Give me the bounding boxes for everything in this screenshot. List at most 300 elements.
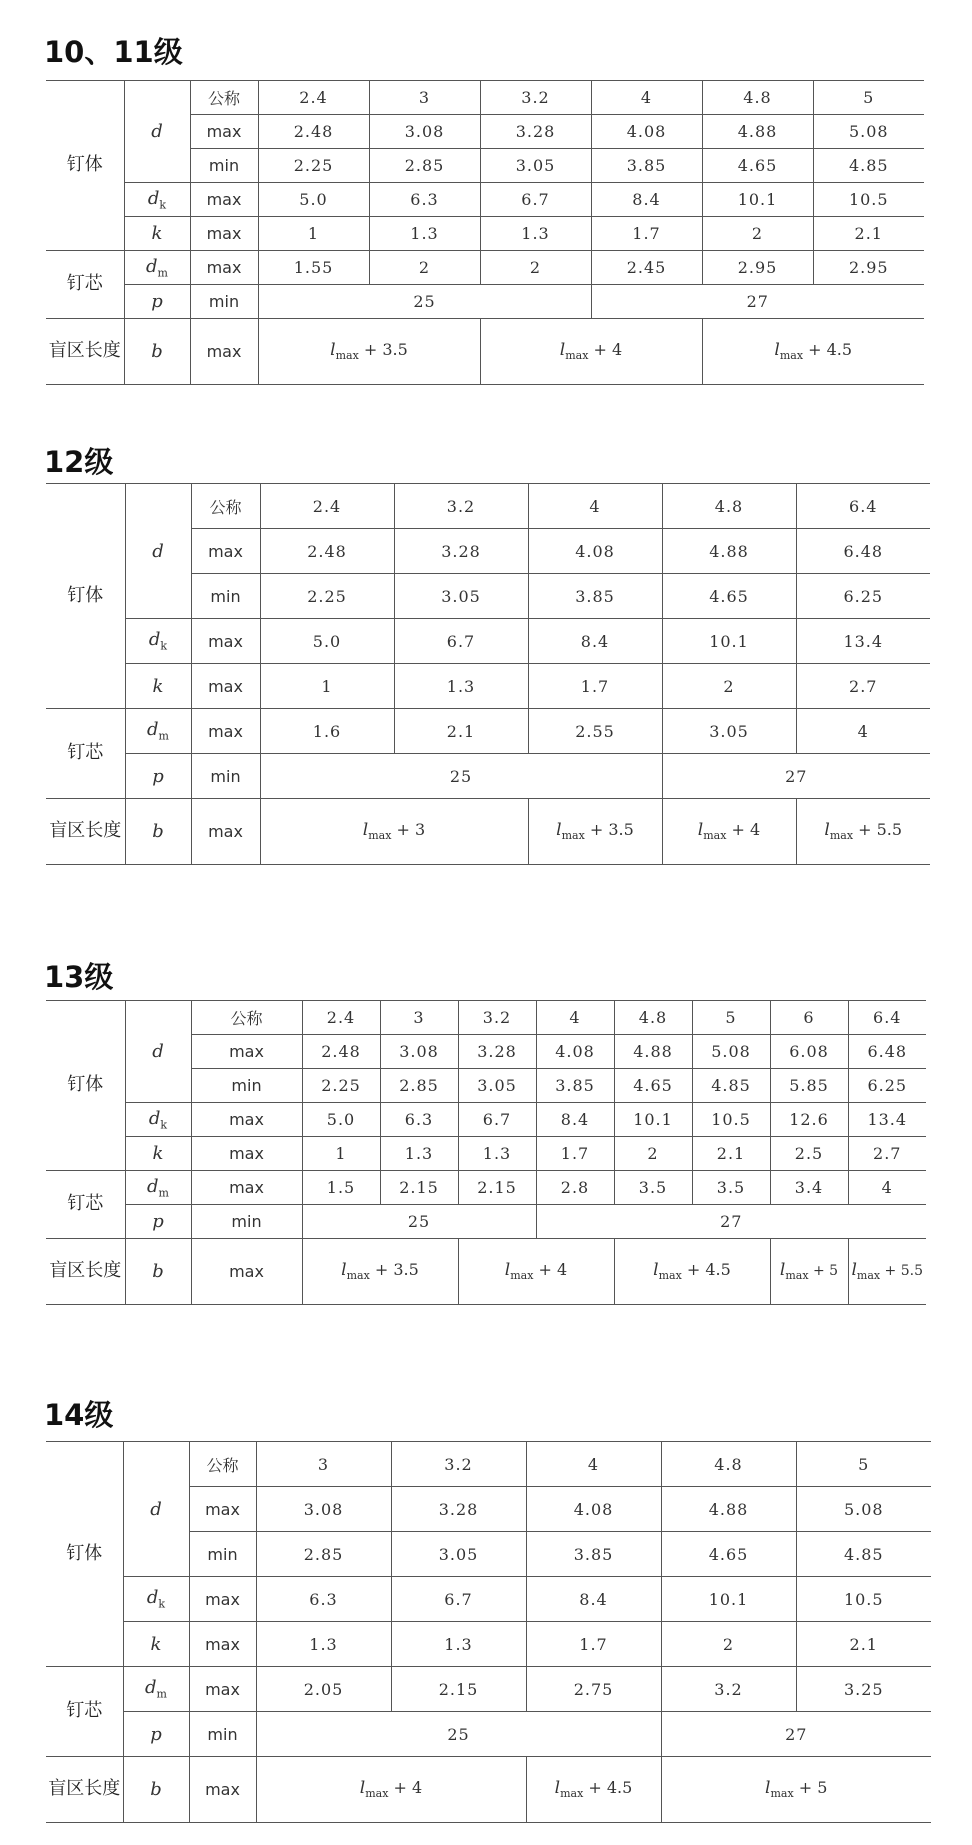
p-min-value: 27 bbox=[661, 1712, 931, 1757]
symbol-dm-subscript: m bbox=[157, 266, 168, 280]
symbol-k bbox=[124, 217, 190, 251]
lmax-addend: + 5.5 bbox=[853, 820, 903, 840]
dm-max-value: 2.45 bbox=[591, 251, 702, 285]
row-b-max bbox=[46, 799, 930, 865]
symbol-b-letter: b bbox=[152, 1261, 164, 1282]
b-max-value bbox=[528, 799, 662, 865]
label-max: max bbox=[191, 1239, 302, 1305]
row-k-max bbox=[46, 217, 924, 251]
nominal-value: 4.8 bbox=[614, 1001, 692, 1035]
nominal-value: 4 bbox=[526, 1442, 661, 1487]
dk-max-value: 8.4 bbox=[526, 1577, 661, 1622]
k-max-value: 2 bbox=[702, 217, 813, 251]
dk-max-value: 10.1 bbox=[661, 1577, 796, 1622]
symbol-p bbox=[125, 754, 191, 799]
dm-max-value: 2.95 bbox=[702, 251, 813, 285]
dm-max-value: 2.15 bbox=[391, 1667, 526, 1712]
label-max: max bbox=[189, 1577, 256, 1622]
row-dm-max bbox=[46, 1667, 931, 1712]
d-min-value: 4.65 bbox=[702, 149, 813, 183]
dk-max-value: 8.4 bbox=[528, 619, 662, 664]
dm-max-value: 2.95 bbox=[813, 251, 924, 285]
b-max-value bbox=[256, 1757, 526, 1823]
row-b-max bbox=[46, 1239, 926, 1305]
symbol-b-letter: b bbox=[151, 341, 163, 362]
group-label-mandrel: 钉芯 bbox=[46, 1667, 123, 1757]
dk-max-value: 13.4 bbox=[848, 1103, 926, 1137]
group-label-body: 钉体 bbox=[46, 484, 125, 709]
d-max-value: 4.08 bbox=[591, 115, 702, 149]
d-min-value: 2.85 bbox=[380, 1069, 458, 1103]
k-max-value: 1 bbox=[258, 217, 369, 251]
label-max: max bbox=[190, 319, 258, 385]
lmax-subscript: max bbox=[561, 829, 585, 843]
symbol-d bbox=[124, 81, 190, 183]
d-max-value: 3.08 bbox=[256, 1487, 391, 1532]
row-d-nominal bbox=[46, 1442, 931, 1487]
row-dk-max bbox=[46, 1577, 931, 1622]
lmax-letter: l bbox=[765, 1778, 771, 1799]
d-min-value: 4.65 bbox=[661, 1532, 796, 1577]
label-min: min bbox=[191, 1205, 302, 1239]
k-max-value: 2.1 bbox=[813, 217, 924, 251]
lmax-letter: l bbox=[330, 340, 336, 361]
d-min-value: 4.85 bbox=[813, 149, 924, 183]
d-max-value: 2.48 bbox=[302, 1035, 380, 1069]
row-dk-max bbox=[46, 619, 930, 664]
d-max-value: 2.48 bbox=[258, 115, 369, 149]
nominal-value: 3.2 bbox=[394, 484, 528, 529]
nominal-value: 2.4 bbox=[302, 1001, 380, 1035]
label-min: min bbox=[191, 754, 260, 799]
spec-table bbox=[46, 1441, 931, 1823]
symbol-d-letter: d bbox=[152, 1041, 164, 1062]
dk-max-value: 12.6 bbox=[770, 1103, 848, 1137]
p-min-value: 25 bbox=[258, 285, 591, 319]
b-max-value bbox=[614, 1239, 770, 1305]
nominal-value: 5 bbox=[796, 1442, 931, 1487]
label-max: max bbox=[190, 183, 258, 217]
nominal-value: 4 bbox=[536, 1001, 614, 1035]
nominal-value: 3.2 bbox=[480, 81, 591, 115]
d-max-value: 2.48 bbox=[260, 529, 394, 574]
lmax-letter: l bbox=[774, 340, 780, 361]
dk-max-value: 6.7 bbox=[391, 1577, 526, 1622]
group-label-blind: 盲区长度 bbox=[46, 1239, 125, 1305]
dk-max-value: 10.5 bbox=[692, 1103, 770, 1137]
nominal-value: 3.2 bbox=[391, 1442, 526, 1487]
lmax-letter: l bbox=[779, 1260, 786, 1281]
b-max-value bbox=[662, 799, 796, 865]
label-max: max bbox=[191, 1103, 302, 1137]
d-min-value: 4.65 bbox=[614, 1069, 692, 1103]
group-label-mandrel: 钉芯 bbox=[46, 709, 125, 799]
dk-max-value: 10.1 bbox=[614, 1103, 692, 1137]
symbol-k-letter: k bbox=[150, 1633, 162, 1655]
symbol-b-letter: b bbox=[150, 1779, 162, 1800]
lmax-addend: + 3.5 bbox=[584, 820, 634, 840]
d-max-value: 3.28 bbox=[394, 529, 528, 574]
symbol-dk bbox=[125, 619, 191, 664]
lmax-subscript: max bbox=[335, 349, 359, 363]
symbol-d-letter: d bbox=[150, 1498, 162, 1520]
dk-max-value: 5.0 bbox=[258, 183, 369, 217]
nominal-value: 2.4 bbox=[258, 81, 369, 115]
label-min: min bbox=[189, 1532, 256, 1577]
lmax-addend: + 4.5 bbox=[583, 1778, 633, 1798]
dk-max-value: 6.7 bbox=[480, 183, 591, 217]
nominal-value: 6.4 bbox=[796, 484, 930, 529]
k-max-value: 1.3 bbox=[391, 1622, 526, 1667]
d-max-value: 5.08 bbox=[692, 1035, 770, 1069]
dm-max-value: 1.5 bbox=[302, 1171, 380, 1205]
row-dk-max bbox=[46, 183, 924, 217]
group-label-blind: 盲区长度 bbox=[46, 1757, 123, 1823]
k-max-value: 1.3 bbox=[480, 217, 591, 251]
k-max-value: 1.3 bbox=[380, 1137, 458, 1171]
row-b-max bbox=[46, 1757, 931, 1823]
p-min-value: 25 bbox=[256, 1712, 661, 1757]
symbol-dm-subscript: m bbox=[156, 1687, 167, 1701]
label-max: max bbox=[191, 709, 260, 754]
label-nominal: 公称 bbox=[189, 1442, 256, 1487]
dk-max-value: 6.7 bbox=[458, 1103, 536, 1137]
dm-max-value: 2.15 bbox=[380, 1171, 458, 1205]
lmax-subscript: max bbox=[346, 1269, 370, 1283]
dk-max-value: 6.3 bbox=[256, 1577, 391, 1622]
symbol-dk-letter: d bbox=[147, 187, 160, 209]
d-min-value: 3.05 bbox=[458, 1069, 536, 1103]
row-dm-max bbox=[46, 251, 924, 285]
dk-max-value: 5.0 bbox=[302, 1103, 380, 1137]
symbol-dm-subscript: m bbox=[158, 729, 169, 743]
nominal-value: 3.2 bbox=[458, 1001, 536, 1035]
lmax-letter: l bbox=[359, 1778, 366, 1799]
symbol-dk bbox=[124, 183, 190, 217]
lmax-addend: + 4 bbox=[726, 820, 761, 840]
d-min-value: 3.85 bbox=[536, 1069, 614, 1103]
d-max-value: 4.88 bbox=[661, 1487, 796, 1532]
k-max-value: 2.1 bbox=[692, 1137, 770, 1171]
dm-max-value: 2.75 bbox=[526, 1667, 661, 1712]
table-body bbox=[46, 81, 924, 385]
dm-max-value: 2.15 bbox=[458, 1171, 536, 1205]
table-body bbox=[46, 1442, 931, 1823]
b-max-value bbox=[848, 1239, 926, 1305]
d-min-value: 3.05 bbox=[391, 1532, 526, 1577]
group-label-blind: 盲区长度 bbox=[46, 799, 125, 865]
symbol-p-letter: p bbox=[152, 1211, 164, 1232]
d-max-value: 3.08 bbox=[380, 1035, 458, 1069]
label-max: max bbox=[189, 1757, 256, 1823]
section-title: 13级 bbox=[44, 960, 114, 994]
lmax-addend: + 3.5 bbox=[369, 1260, 419, 1280]
symbol-d bbox=[125, 484, 191, 619]
dm-max-value: 4 bbox=[796, 709, 930, 754]
lmax-subscript: max bbox=[365, 1787, 389, 1801]
d-max-value: 3.28 bbox=[480, 115, 591, 149]
section-title: 14级 bbox=[44, 1398, 114, 1432]
symbol-dk-subscript: k bbox=[160, 639, 168, 653]
symbol-p-letter: p bbox=[152, 765, 164, 787]
lmax-subscript: max bbox=[779, 349, 804, 363]
lmax-letter: l bbox=[559, 340, 566, 361]
nominal-value: 4.8 bbox=[661, 1442, 796, 1487]
label-max: max bbox=[191, 664, 260, 709]
symbol-b bbox=[125, 1239, 191, 1305]
b-max-value bbox=[260, 799, 528, 865]
d-max-value: 4.08 bbox=[536, 1035, 614, 1069]
nominal-value: 2.4 bbox=[260, 484, 394, 529]
label-min: min bbox=[190, 285, 258, 319]
lmax-addend: + 4 bbox=[588, 340, 623, 360]
nominal-value: 3 bbox=[380, 1001, 458, 1035]
nominal-value: 4.8 bbox=[662, 484, 796, 529]
nominal-value: 3 bbox=[369, 81, 480, 115]
d-min-value: 2.25 bbox=[302, 1069, 380, 1103]
label-max: max bbox=[190, 217, 258, 251]
nominal-value: 6.4 bbox=[848, 1001, 926, 1035]
symbol-dk-letter: d bbox=[148, 629, 161, 651]
k-max-value: 2 bbox=[614, 1137, 692, 1171]
symbol-dk bbox=[125, 1103, 191, 1137]
lmax-letter: l bbox=[653, 1260, 659, 1281]
row-dm-max bbox=[46, 1171, 926, 1205]
d-max-value: 6.48 bbox=[848, 1035, 926, 1069]
label-min: min bbox=[191, 1069, 302, 1103]
symbol-p bbox=[123, 1712, 189, 1757]
symbol-dk bbox=[123, 1577, 189, 1622]
d-max-value: 5.08 bbox=[813, 115, 924, 149]
k-max-value: 2.1 bbox=[796, 1622, 931, 1667]
lmax-subscript: max bbox=[829, 829, 854, 843]
b-max-value bbox=[526, 1757, 661, 1823]
row-p-min bbox=[46, 285, 924, 319]
p-min-value: 27 bbox=[591, 285, 924, 319]
symbol-p bbox=[125, 1205, 191, 1239]
k-max-value: 1.7 bbox=[526, 1622, 661, 1667]
k-max-value: 1.3 bbox=[394, 664, 528, 709]
symbol-p bbox=[124, 285, 190, 319]
symbol-k-letter: k bbox=[152, 1143, 164, 1164]
lmax-subscript: max bbox=[856, 1269, 881, 1283]
lmax-addend: + 5 bbox=[808, 1263, 839, 1280]
d-max-value: 3.28 bbox=[391, 1487, 526, 1532]
lmax-letter: l bbox=[554, 1778, 561, 1799]
dm-max-value: 3.2 bbox=[661, 1667, 796, 1712]
row-d-nominal bbox=[46, 81, 924, 115]
label-max: max bbox=[191, 1137, 302, 1171]
d-min-value: 3.05 bbox=[480, 149, 591, 183]
k-max-value: 1.7 bbox=[528, 664, 662, 709]
b-max-value bbox=[480, 319, 702, 385]
symbol-dk-subscript: k bbox=[158, 1597, 166, 1611]
symbol-dm-letter: d bbox=[145, 1677, 157, 1699]
d-max-value: 6.08 bbox=[770, 1035, 848, 1069]
nominal-value: 5 bbox=[692, 1001, 770, 1035]
group-label-body: 钉体 bbox=[46, 1001, 125, 1171]
d-max-value: 4.88 bbox=[702, 115, 813, 149]
dk-max-value: 5.0 bbox=[260, 619, 394, 664]
label-nominal: 公称 bbox=[190, 81, 258, 115]
b-max-value bbox=[458, 1239, 614, 1305]
dm-max-value: 4 bbox=[848, 1171, 926, 1205]
label-min: min bbox=[189, 1712, 256, 1757]
dk-max-value: 10.5 bbox=[813, 183, 924, 217]
dk-max-value: 10.1 bbox=[662, 619, 796, 664]
symbol-p-letter: p bbox=[151, 291, 163, 312]
dk-max-value: 10.5 bbox=[796, 1577, 931, 1622]
k-max-value: 2.5 bbox=[770, 1137, 848, 1171]
row-dk-max bbox=[46, 1103, 926, 1137]
d-min-value: 4.65 bbox=[662, 574, 796, 619]
label-min: min bbox=[191, 574, 260, 619]
label-max: max bbox=[190, 115, 258, 149]
symbol-dk-subscript: k bbox=[159, 198, 167, 212]
dk-max-value: 6.3 bbox=[380, 1103, 458, 1137]
row-p-min bbox=[46, 1712, 931, 1757]
symbol-k-letter: k bbox=[151, 223, 163, 244]
d-max-value: 3.28 bbox=[458, 1035, 536, 1069]
dm-max-value: 3.4 bbox=[770, 1171, 848, 1205]
symbol-b-letter: b bbox=[152, 821, 164, 842]
lmax-letter: l bbox=[362, 820, 369, 841]
dm-max-value: 3.5 bbox=[692, 1171, 770, 1205]
lmax-subscript: max bbox=[658, 1269, 682, 1283]
label-max: max bbox=[189, 1622, 256, 1667]
symbol-dk-letter: d bbox=[148, 1107, 161, 1129]
symbol-p-letter: p bbox=[150, 1723, 162, 1745]
group-label-mandrel: 钉芯 bbox=[46, 1171, 125, 1239]
symbol-dm bbox=[125, 709, 191, 754]
d-min-value: 2.25 bbox=[260, 574, 394, 619]
dm-max-value: 2.55 bbox=[528, 709, 662, 754]
p-min-value: 25 bbox=[260, 754, 662, 799]
k-max-value: 1.3 bbox=[256, 1622, 391, 1667]
d-min-value: 6.25 bbox=[796, 574, 930, 619]
symbol-b bbox=[124, 319, 190, 385]
section-title: 10、11级 bbox=[44, 35, 183, 69]
label-max: max bbox=[190, 251, 258, 285]
group-label-body: 钉体 bbox=[46, 81, 124, 251]
d-min-value: 3.85 bbox=[591, 149, 702, 183]
lmax-subscript: max bbox=[565, 349, 589, 363]
row-p-min bbox=[46, 754, 930, 799]
symbol-dk-letter: d bbox=[146, 1587, 159, 1609]
dk-max-value: 8.4 bbox=[536, 1103, 614, 1137]
dm-max-value: 2 bbox=[480, 251, 591, 285]
d-min-value: 4.85 bbox=[796, 1532, 931, 1577]
lmax-addend: + 4 bbox=[388, 1778, 423, 1798]
k-max-value: 2.7 bbox=[848, 1137, 926, 1171]
dk-max-value: 10.1 bbox=[702, 183, 813, 217]
dm-max-value: 1.55 bbox=[258, 251, 369, 285]
k-max-value: 2.7 bbox=[796, 664, 930, 709]
dm-max-value: 2.1 bbox=[394, 709, 528, 754]
symbol-d-letter: d bbox=[151, 121, 163, 142]
p-min-value: 27 bbox=[536, 1205, 926, 1239]
dk-max-value: 6.3 bbox=[369, 183, 480, 217]
symbol-k bbox=[125, 1137, 191, 1171]
symbol-b bbox=[125, 799, 191, 865]
nominal-value: 4.8 bbox=[702, 81, 813, 115]
label-min: min bbox=[190, 149, 258, 183]
symbol-d-letter: d bbox=[152, 540, 164, 562]
nominal-value: 5 bbox=[813, 81, 924, 115]
lmax-subscript: max bbox=[703, 829, 727, 843]
k-max-value: 2 bbox=[661, 1622, 796, 1667]
lmax-letter: l bbox=[504, 1260, 511, 1281]
nominal-value: 6 bbox=[770, 1001, 848, 1035]
label-max: max bbox=[189, 1667, 256, 1712]
d-min-value: 5.85 bbox=[770, 1069, 848, 1103]
label-max: max bbox=[191, 619, 260, 664]
group-label-mandrel: 钉芯 bbox=[46, 251, 124, 319]
nominal-value: 3 bbox=[256, 1442, 391, 1487]
symbol-dk-subscript: k bbox=[160, 1118, 168, 1132]
lmax-addend: + 3 bbox=[391, 820, 426, 840]
symbol-dm-letter: d bbox=[147, 719, 159, 741]
d-max-value: 4.08 bbox=[526, 1487, 661, 1532]
lmax-addend: + 4.5 bbox=[681, 1260, 731, 1280]
lmax-addend: + 5.5 bbox=[880, 1263, 924, 1280]
k-max-value: 1.3 bbox=[369, 217, 480, 251]
section-title: 12级 bbox=[44, 445, 114, 479]
dm-max-value: 2.05 bbox=[256, 1667, 391, 1712]
b-max-value bbox=[770, 1239, 848, 1305]
label-nominal: 公称 bbox=[191, 1001, 302, 1035]
row-p-min bbox=[46, 1205, 926, 1239]
dk-max-value: 13.4 bbox=[796, 619, 930, 664]
spec-table bbox=[46, 1000, 926, 1305]
symbol-k bbox=[123, 1622, 189, 1667]
d-max-value: 3.08 bbox=[369, 115, 480, 149]
b-max-value bbox=[661, 1757, 931, 1823]
lmax-addend: + 4.5 bbox=[803, 340, 853, 360]
symbol-dm bbox=[124, 251, 190, 285]
lmax-addend: + 4 bbox=[533, 1260, 568, 1280]
symbol-dm bbox=[123, 1667, 189, 1712]
dm-max-value: 3.25 bbox=[796, 1667, 931, 1712]
p-min-value: 27 bbox=[662, 754, 930, 799]
lmax-addend: + 5 bbox=[793, 1778, 828, 1798]
d-min-value: 2.25 bbox=[258, 149, 369, 183]
k-max-value: 1.7 bbox=[591, 217, 702, 251]
d-max-value: 6.48 bbox=[796, 529, 930, 574]
nominal-value: 4 bbox=[591, 81, 702, 115]
k-max-value: 1.3 bbox=[458, 1137, 536, 1171]
k-max-value: 1 bbox=[260, 664, 394, 709]
row-b-max bbox=[46, 319, 924, 385]
label-max: max bbox=[191, 1035, 302, 1069]
k-max-value: 1 bbox=[302, 1137, 380, 1171]
lmax-subscript: max bbox=[368, 829, 392, 843]
table-body bbox=[46, 484, 930, 865]
symbol-k-letter: k bbox=[152, 675, 164, 697]
b-max-value bbox=[796, 799, 930, 865]
dm-max-value: 3.05 bbox=[662, 709, 796, 754]
lmax-letter: l bbox=[556, 820, 562, 841]
row-d-nominal bbox=[46, 484, 930, 529]
d-min-value: 4.85 bbox=[692, 1069, 770, 1103]
d-min-value: 2.85 bbox=[369, 149, 480, 183]
lmax-letter: l bbox=[697, 820, 704, 841]
d-max-value: 5.08 bbox=[796, 1487, 931, 1532]
symbol-dm-letter: d bbox=[147, 1175, 159, 1197]
symbol-dm bbox=[125, 1171, 191, 1205]
lmax-subscript: max bbox=[510, 1269, 534, 1283]
label-max: max bbox=[189, 1487, 256, 1532]
